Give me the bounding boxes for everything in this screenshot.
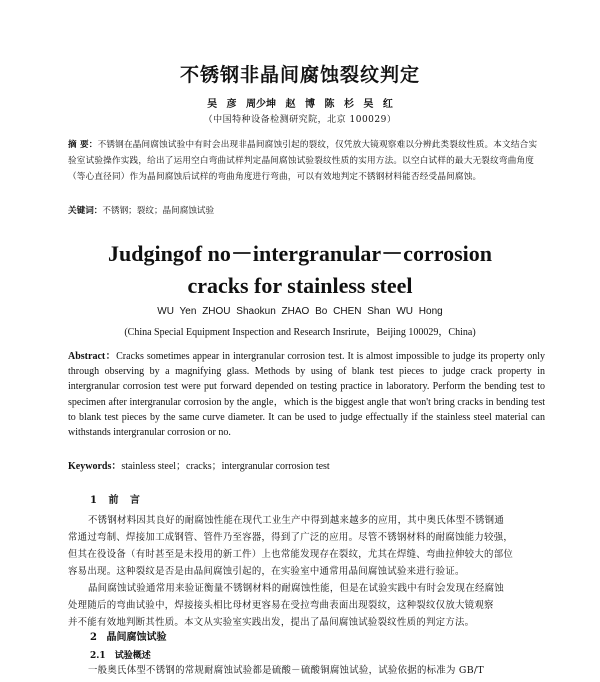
text-line: 常通过弯制、焊接加工成钢管、管件乃至容器，得到了广泛的应用。尽管不锈钢材料的耐腐蚀能力较强，: [68, 532, 514, 543]
english-title-line-2: cracks for stainless steel: [187, 273, 413, 298]
english-authors: WU Yen ZHOU Shaokun ZHAO Bo CHEN Shan WU Hong: [157, 306, 443, 317]
english-abstract: [68, 349, 545, 440]
english-keywords: [68, 457, 545, 472]
section-1-paragraph-1: [68, 512, 545, 580]
english-title-line-1: Judgingof no－intergranular－corrosion: [107, 241, 492, 266]
chinese-keywords-label: 关键词：: [68, 206, 103, 216]
chinese-affiliation: （中国特种设备检测研究院，北京 100029）: [203, 115, 397, 125]
text-line: 处理随后的弯曲试验中，焊接接头相比母材更容易在受拉弯曲表面出现裂纹，这种裂纹仅放大镜观察: [68, 600, 494, 611]
text-line: 一般奥氏体型不锈钢的常规耐腐蚀试验都是硫酸－硫酸铜腐蚀试验，试验依据的标准为 GB/T: [88, 665, 484, 676]
chinese-abstract-text: 不锈钢在晶间腐蚀试验中有时会出现非晶间腐蚀引起的裂纹，仅凭放大镜观察难以分辨此类裂纹性质。本文结合实验室试验操作实践，给出了运用空白弯曲试样判定晶间腐蚀试验裂纹性质的实用方法。以空白试样的最大无裂纹弯曲角度（等心直径同）作为晶间腐蚀后试样的弯曲角度进行弯曲，可以有效地判定不锈钢材料能否经受晶间腐蚀。: [68, 140, 538, 182]
english-keywords-text: stainless steel；cracks；intergranular corrosion test: [121, 461, 330, 472]
chinese-keywords: [68, 204, 543, 218]
text-line: 并不能有效地判断其性质。本文从实验室实践出发，提出了晶间腐蚀试验裂纹性质的判定方法。: [68, 617, 475, 628]
section-2-1-heading: 2.1 试验概述: [90, 651, 151, 661]
chinese-keywords-text: 不锈钢；裂纹；晶间腐蚀试验: [102, 206, 215, 216]
section-1-paragraph-2: [68, 580, 545, 631]
text-line: 容易出现。这种裂纹是否是由晶间腐蚀引起的，在实验室中通常用晶间腐蚀试验来进行验证。: [68, 566, 465, 577]
text-line: 不锈钢材料因其良好的耐腐蚀性能在现代工业生产中得到越来越多的应用，其中奥氏体型不锈钢通: [88, 515, 505, 526]
chinese-title: 不锈钢非晶间腐蚀裂纹判定: [179, 64, 420, 86]
text-line: 但其在役设备（有时甚至是未投用的新工件）上也常能发现存在裂纹，尤其在焊缝、弯曲拉伸较大的部位: [68, 549, 514, 560]
english-title: [0, 238, 600, 302]
english-abstract-label: Abstract：: [68, 351, 117, 362]
english-keywords-label: Keywords：: [68, 461, 122, 472]
chinese-abstract: [68, 137, 543, 185]
english-abstract-text: Cracks sometimes appear in intergranular corrosion test. It is almost impossible to judge its property only through observing by a magnifying glass. Methods by using of blank test pieces to judge crack property in intergranular corrosion test were put forward depended on testing practice in laboratory. Perform the bending test to specimen after intergranular corrosion by the angle，which is the biggest angle that won't bring cracks in bending test to blank test pieces by the same curve diameter. It can be used to judge effectually if the stainless steel material can withstands intergranular corrosion or no.: [68, 351, 545, 439]
chinese-abstract-label: 摘 要：: [68, 140, 98, 150]
section-1-heading: 1 前 言: [90, 495, 140, 506]
text-line: 晶间腐蚀试验通常用来验证衡量不锈钢材料的耐腐蚀性能，但是在试验实践中有时会发现在经腐蚀: [88, 583, 505, 594]
english-affiliation: (China Special Equipment Inspection and Research Insrirute，Beijing 100029，China): [124, 327, 476, 338]
section-2-1-paragraph-1: [68, 662, 545, 679]
chinese-authors: 吴 彦 周少坤 赵 博 陈 杉 吴 红: [207, 99, 393, 110]
section-2-heading: 2 晶间腐蚀试验: [90, 632, 167, 643]
